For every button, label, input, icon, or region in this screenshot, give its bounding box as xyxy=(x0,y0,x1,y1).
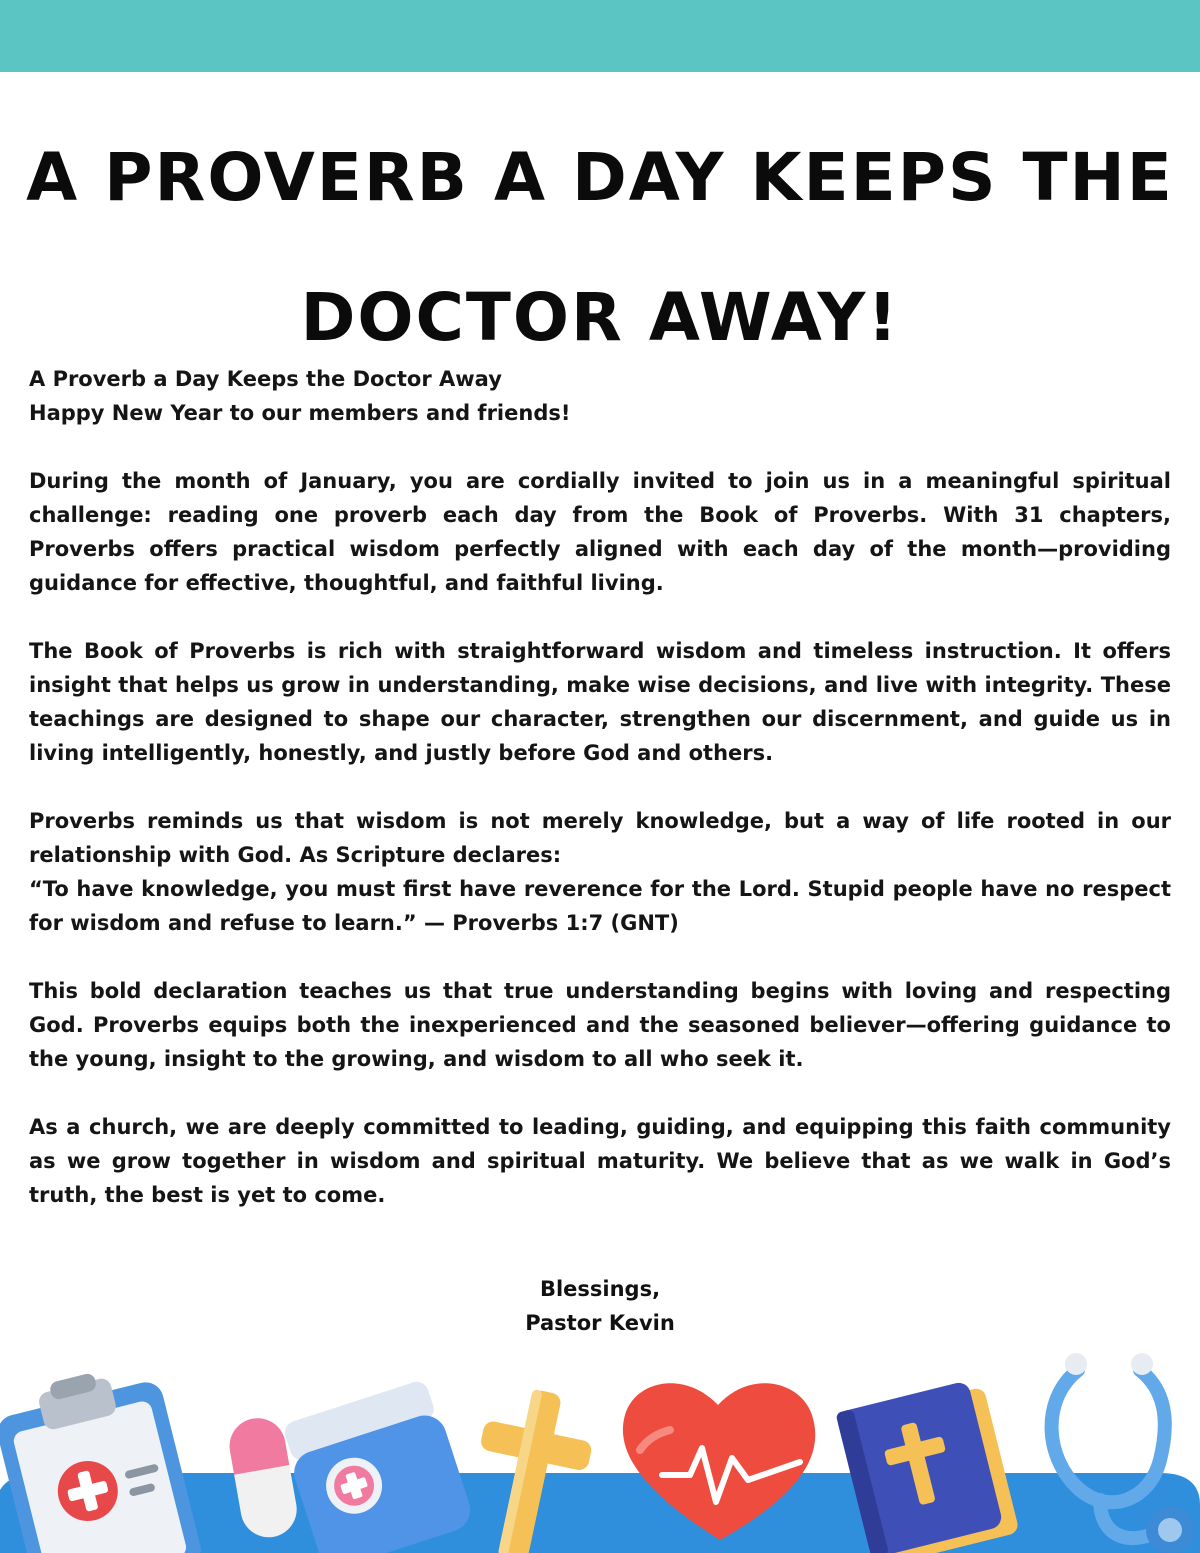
intro-block xyxy=(29,362,1171,430)
paragraph-declaration: This bold declaration teaches us that true understanding begins with loving and respecting God. Proverbs equips both the inexperienced and the seasoned believer—offering guidance to the young, insight to the growing, and wisdom to all who seek it. xyxy=(29,979,1171,1071)
paragraph-scripture xyxy=(29,804,1171,940)
paragraph-book-of-proverbs: The Book of Proverbs is rich with straightforward wisdom and timeless instruction. It offers insight that helps us grow in understanding, make wise decisions, and live with integrity. These teachings are designed to shape our character, strengthen our discernment, and guide us in living intelligently, honestly, and justly before God and others. xyxy=(29,639,1171,765)
letter-body xyxy=(29,362,1171,1246)
signature-name: Pastor Kevin xyxy=(525,1311,675,1335)
intro-heading: A Proverb a Day Keeps the Doctor Away xyxy=(29,367,502,391)
paragraph-church-commitment: As a church, we are deeply committed to leading, guiding, and equipping this faith community as we grow together in wisdom and spiritual maturity. We believe that as we walk in God’s truth, the best is yet to come. xyxy=(29,1115,1171,1207)
scripture-quote: “To have knowledge, you must first have reverence for the Lord. Stupid people have no respect for wisdom and refuse to learn.” — Proverbs 1:7 (GNT) xyxy=(29,877,1171,935)
scripture-lead: Proverbs reminds us that wisdom is not merely knowledge, but a way of life rooted in our relationship with God. As Scripture declares: xyxy=(29,809,1171,867)
top-color-band xyxy=(0,0,1200,72)
clipboard-icon xyxy=(0,1357,205,1553)
title-line-2: DOCTOR AWAY! xyxy=(300,279,900,356)
signature-closing: Blessings, xyxy=(539,1277,661,1301)
medical-faith-illustration xyxy=(0,1330,1200,1553)
page-title xyxy=(0,108,1200,388)
intro-greeting: Happy New Year to our members and friends! xyxy=(29,401,571,425)
title-line-1: A PROVERB A DAY KEEPS THE xyxy=(26,139,1174,216)
paragraph-invitation: During the month of January, you are cordially invited to join us in a meaningful spiritual challenge: reading one proverb each day from the Book of Proverbs. With 31 chapters, Proverbs offers practical wisdom perfectly aligned with each day of the month—providing guidance for effective, thoughtful, and faithful living. xyxy=(29,469,1171,595)
